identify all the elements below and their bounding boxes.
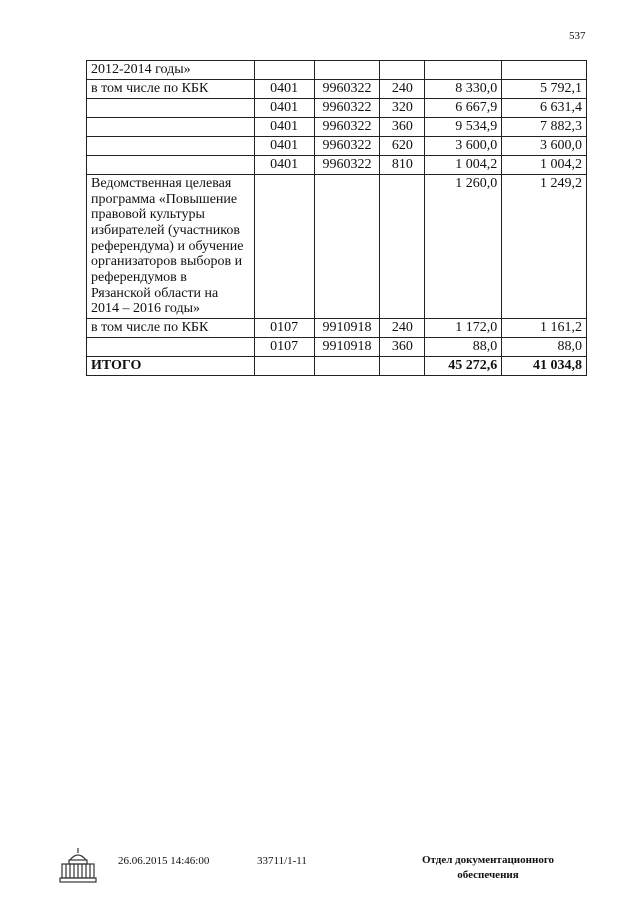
expense-type-cell: 810	[380, 156, 425, 175]
section-cell: 0401	[254, 99, 314, 118]
actual-amount-cell: 3 600,0	[502, 137, 587, 156]
expense-type-cell: 240	[380, 319, 425, 338]
target-article-cell: 9960322	[314, 80, 380, 99]
plan-amount-cell: 9 534,9	[425, 118, 502, 137]
section-cell: 0107	[254, 319, 314, 338]
section-cell: 0401	[254, 80, 314, 99]
target-article-cell	[314, 61, 380, 80]
table-row	[87, 175, 587, 319]
section-cell: 0401	[254, 118, 314, 137]
expense-type-cell: 360	[380, 338, 425, 357]
expense-type-cell: 320	[380, 99, 425, 118]
plan-amount-cell: 1 172,0	[425, 319, 502, 338]
target-article-cell	[314, 175, 380, 319]
row-name-cell: 2012-2014 годы»	[87, 61, 255, 80]
actual-amount-cell: 1 249,2	[502, 175, 587, 319]
actual-amount-cell: 88,0	[502, 338, 587, 357]
plan-amount-cell: 6 667,9	[425, 99, 502, 118]
row-name-cell	[87, 99, 255, 118]
plan-amount-cell: 1 004,2	[425, 156, 502, 175]
footer-doc-number: 33711/1-11	[257, 855, 307, 867]
table-row	[87, 61, 587, 80]
plan-amount-cell: 3 600,0	[425, 137, 502, 156]
actual-amount-cell: 5 792,1	[502, 80, 587, 99]
table-row	[87, 99, 587, 118]
actual-amount-cell: 1 004,2	[502, 156, 587, 175]
target-article-cell: 9910918	[314, 338, 380, 357]
section-cell	[254, 175, 314, 319]
expense-type-cell	[380, 175, 425, 319]
table-row	[87, 80, 587, 99]
target-article-cell: 9910918	[314, 319, 380, 338]
actual-amount-cell: 1 161,2	[502, 319, 587, 338]
plan-amount-cell: 1 260,0	[425, 175, 502, 319]
expense-type-cell	[380, 357, 425, 376]
expense-type-cell: 360	[380, 118, 425, 137]
table-row	[87, 137, 587, 156]
row-name-cell: в том числе по КБК	[87, 80, 255, 99]
footer-datetime: 26.06.2015 14:46:00	[118, 855, 210, 867]
row-name-cell: Ведомственная целевая программа «Повышение правовой культуры избирателей (участников референдума) и обучение организаторов выборов и референдумов в Рязанской области на 2014 – 2016 годы»	[87, 175, 255, 319]
row-name-cell	[87, 137, 255, 156]
expense-type-cell	[380, 61, 425, 80]
total-plan-amount: 45 272,6	[425, 357, 502, 376]
expense-type-cell: 240	[380, 80, 425, 99]
actual-amount-cell	[502, 61, 587, 80]
row-name-cell	[87, 156, 255, 175]
section-cell: 0401	[254, 137, 314, 156]
target-article-cell	[314, 357, 380, 376]
plan-amount-cell: 88,0	[425, 338, 502, 357]
plan-amount-cell	[425, 61, 502, 80]
table-row	[87, 319, 587, 338]
footer-department: Отдел документационного обеспечения	[421, 854, 555, 881]
page-number: 537	[569, 30, 586, 42]
section-cell: 0107	[254, 338, 314, 357]
section-cell	[254, 61, 314, 80]
section-cell	[254, 357, 314, 376]
actual-amount-cell: 6 631,4	[502, 99, 587, 118]
target-article-cell: 9960322	[314, 118, 380, 137]
expense-type-cell: 620	[380, 137, 425, 156]
actual-amount-cell: 7 882,3	[502, 118, 587, 137]
target-article-cell: 9960322	[314, 137, 380, 156]
budget-table	[86, 60, 587, 376]
target-article-cell: 9960322	[314, 99, 380, 118]
target-article-cell: 9960322	[314, 156, 380, 175]
plan-amount-cell: 8 330,0	[425, 80, 502, 99]
table-row	[87, 338, 587, 357]
total-label: ИТОГО	[87, 357, 255, 376]
total-actual-amount: 41 034,8	[502, 357, 587, 376]
table-row	[87, 118, 587, 137]
total-row	[87, 357, 587, 376]
section-cell: 0401	[254, 156, 314, 175]
row-name-cell: в том числе по КБК	[87, 319, 255, 338]
duma-building-emblem-icon	[58, 846, 98, 884]
row-name-cell	[87, 118, 255, 137]
row-name-cell	[87, 338, 255, 357]
table-row	[87, 156, 587, 175]
